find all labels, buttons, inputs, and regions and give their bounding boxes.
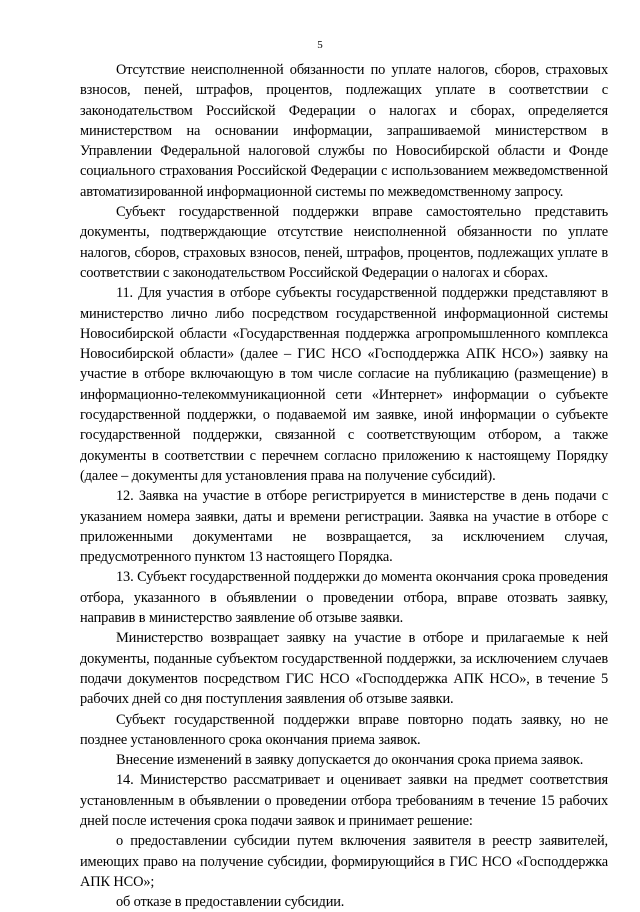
paragraph: Субъект государственной поддержки вправе самостоятельно представить документы, подтверждающие отсутствие неисполненной обязанности по уплате налогов, сборов, страховых взносов, пеней, штрафов, процентов, подлежащих уплате в соответствии с законодательством Российской Федерации о налогах и сборах.: [80, 204, 608, 281]
paragraph: Субъект государственной поддержки вправе повторно подать заявку, но не позднее установленного срока окончания приема заявок.: [80, 711, 608, 748]
paragraph: 13. Субъект государственной поддержки до момента окончания срока проведения отбора, указанного в объявлении о проведении отбора, вправе отозвать заявку, направив в министерство заявление об отзыве заявки.: [80, 569, 608, 627]
paragraph: Отсутствие неисполненной обязанности по уплате налогов, сборов, страховых взносов, пеней, штрафов, процентов, подлежащих уплате в соответствии с законодательством Российской Федерации о налогах и сборах, определяется министерством на основании информации, запрашиваемой министерством в Управлении Федеральной налоговой службы по Новосибирской области и Фонде социального страхования Российской Федерации с использованием межведомственной автоматизированной информационной системы по межведомственному запросу.: [80, 62, 608, 200]
paragraph: об отказе в предоставлении субсидии.: [116, 894, 345, 911]
paragraph: Министерство возвращает заявку на участие в отборе и прилагаемые к ней документы, поданные субъектом государственной поддержки, за исключением случаев подачи документов посредством ГИС НСО «Господдержка АПК НСО», в течение 5 рабочих дней со дня поступления заявления об отзыве заявки.: [80, 630, 608, 708]
paragraph: о предоставлении субсидии путем включения заявителя в реестр заявителей, имеющих право на получение субсидии, формирующийся в ГИС НСО «Господдержка АПК НСО»;: [80, 833, 608, 890]
document-body: [80, 60, 608, 912]
page-number: 5: [317, 39, 323, 51]
paragraph: 12. Заявка на участие в отборе регистрируется в министерстве в день подачи с указанием номера заявки, даты и времени регистрации. Заявка на участие в отборе с приложенными документами не возвращается, за исключением случая, предусмотренного пунктом 13 настоящего Порядка.: [80, 488, 608, 566]
paragraph: 11. Для участия в отборе субъекты государственной поддержки представляют в министерство лично либо посредством государственной информационной системы Новосибирской области «Государственная поддержка агропромышленного комплекса Новосибирской области» (далее – ГИС НСО «Господдержка АПК НСО») заявку на участие в отборе включающую в том числе согласие на публикацию (размещение) в информационно-телекоммуникационной сети «Интернет» информации о субъекте государственной поддержки, о подаваемой им заявке, иной информации о субъекте государственной поддержки, связанной с соответствующим отбором, а также документы в соответствии с перечнем согласно приложению к настоящему Порядку (далее – документы для установления права на получение субсидий).: [80, 285, 608, 484]
paragraph: 14. Министерство рассматривает и оценивает заявки на предмет соответствия установленным в объявлении о проведении отбора требованиям в течение 15 рабочих дней после истечения срока подачи заявок и принимает решение:: [80, 772, 608, 829]
paragraph: Внесение изменений в заявку допускается до окончания срока приема заявок.: [116, 752, 584, 769]
